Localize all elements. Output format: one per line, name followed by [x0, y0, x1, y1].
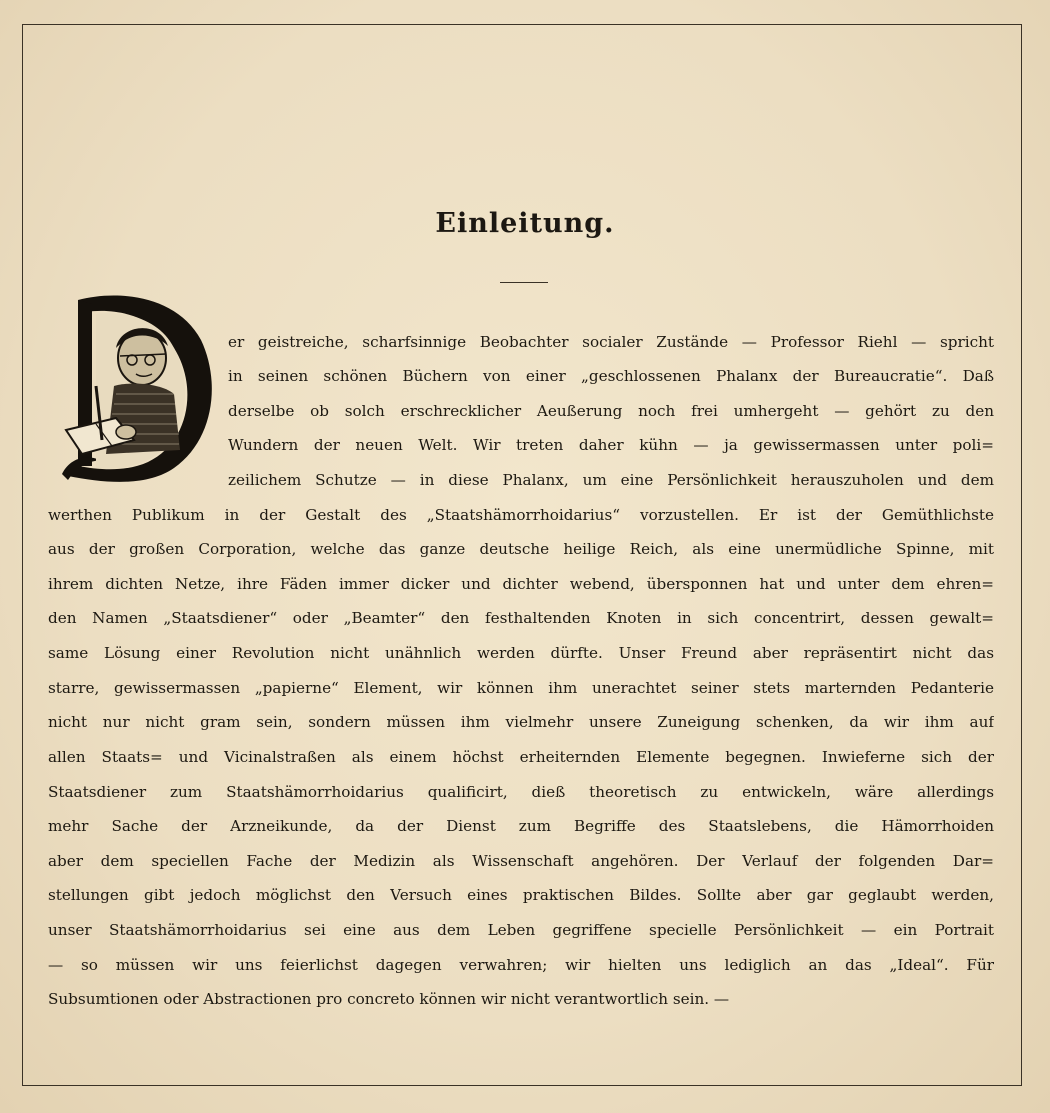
chapter-title: Einleitung.: [435, 208, 615, 239]
text-line-last: Subsumtionen oder Abstractionen pro concreto können wir nicht verantwortlich sein. —: [48, 990, 730, 1008]
text-line: nicht nur nicht gram sein, sondern müssen ihm vielmehr unsere Zuneigung schenken, da wir ihm auf: [48, 713, 994, 731]
text-line: starre, gewissermassen „papierne“ Element, wir können ihm unerachtet seiner stets marternden Pedanterie: [48, 679, 994, 697]
text-line: allen Staats= und Vicinalstraßen als einem höchst erheiternden Elemente begegnen. Inwieferne sich der: [48, 748, 994, 766]
text-line: derselbe ob solch erschrecklicher Aeußerung noch frei umhergeht — gehört zu den: [228, 402, 994, 420]
text-line: same Lösung einer Revolution nicht unähnlich werden dürfte. Unser Freund aber repräsentirt nicht das: [48, 644, 994, 662]
text-line: unser Staatshämorrhoidarius sei eine aus dem Leben gegriffene specielle Persönlichkeit — ein Portrait: [48, 921, 994, 939]
text-line: er geistreiche, scharfsinnige Beobachter socialer Zustände — Professor Riehl — spricht: [228, 333, 994, 351]
text-line: ihrem dichten Netze, ihre Fäden immer dicker und dichter webend, übersponnen hat und unter dem ehren=: [48, 575, 994, 593]
title-divider: [500, 282, 548, 283]
text-line: aus der großen Corporation, welche das ganze deutsche heilige Reich, als eine unermüdliche Spinne, mit: [48, 540, 994, 558]
text-line: Staatsdiener zum Staatshämorrhoidarius qualificirt, dieß theoretisch zu entwickeln, wäre allerdings: [48, 783, 994, 801]
text-line: stellungen gibt jedoch möglichst den Versuch eines praktischen Bildes. Sollte aber gar geglaubt werden,: [48, 886, 994, 904]
text-line: zeilichem Schutze — in diese Phalanx, um eine Persönlichkeit herauszuholen und dem: [228, 471, 994, 489]
text-line: den Namen „Staatsdiener“ oder „Beamter“ den festhaltenden Knoten in sich concentrirt, dessen gewalt=: [48, 609, 994, 627]
text-line: Wundern der neuen Welt. Wir treten daher kühn — ja gewissermassen unter poli=: [228, 436, 994, 454]
text-line: werthen Publikum in der Gestalt des „Staatshämorrhoidarius“ vorzustellen. Er ist der Gemüthlichste: [48, 506, 994, 524]
text-line: mehr Sache der Arzneikunde, da der Dienst zum Begriffe des Staatslebens, die Hämorrhoiden: [48, 817, 994, 835]
text-line: in seinen schönen Büchern von einer „geschlossenen Phalanx der Bureaucratie“. Daß: [228, 367, 994, 385]
text-line: aber dem speciellen Fache der Medizin als Wissenschaft angehören. Der Verlauf der folgenden Dar=: [48, 852, 994, 870]
text-line: — so müssen wir uns feierlichst dagegen verwahren; wir hielten uns lediglich an das „Ideal“. Für: [48, 956, 994, 974]
illustrated-initial-letter: [56, 290, 216, 486]
